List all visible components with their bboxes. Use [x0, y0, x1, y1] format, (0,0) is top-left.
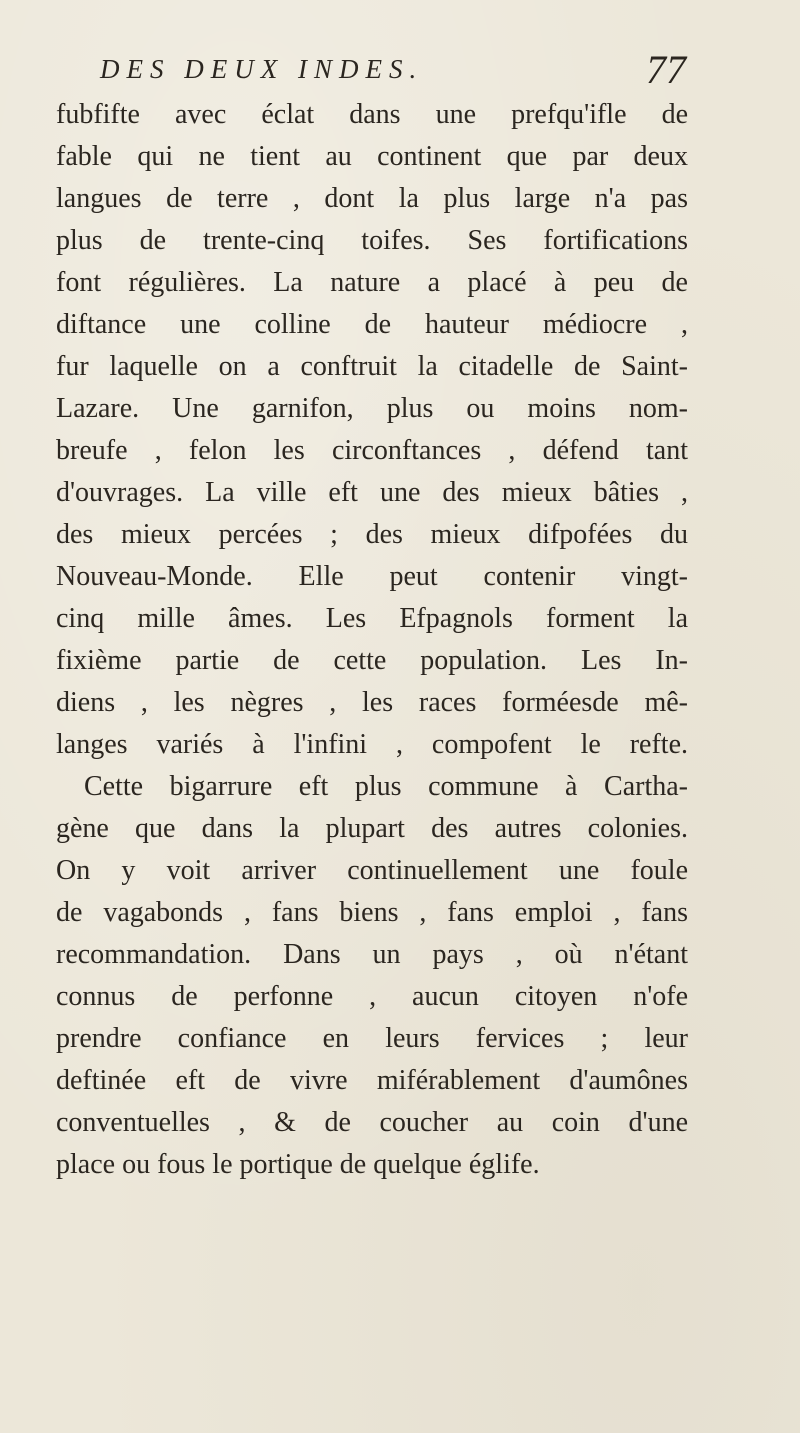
- text-line: breufe , felon les circonftances , défend tant: [56, 435, 688, 466]
- body-text: [56, 94, 688, 1186]
- text-line: d'ouvrages. La ville eft une des mieux bâties ,: [56, 477, 688, 508]
- text-line: conventuelles , & de coucher au coin d'une: [56, 1107, 688, 1138]
- running-title: DES DEUX INDES.: [100, 54, 424, 84]
- text-line: Lazare. Une garnifon, plus ou moins nom-: [56, 393, 688, 424]
- text-line: langues de terre , dont la plus large n'a pas: [56, 183, 688, 214]
- text-line: fable qui ne tient au continent que par deux: [56, 141, 688, 172]
- text-line: des mieux percées ; des mieux difpofées du: [56, 519, 688, 550]
- running-head: [100, 46, 690, 96]
- text-line: fubfifte avec éclat dans une prefqu'ifle de: [56, 99, 688, 130]
- text-line: recommandation. Dans un pays , où n'étant: [56, 939, 688, 970]
- text-line: Cette bigarrure eft plus commune à Cartha-: [84, 771, 688, 802]
- text-line: fixième partie de cette population. Les In-: [56, 645, 688, 676]
- text-line: diens , les nègres , les races forméesde mê-: [56, 687, 688, 718]
- text-line: place ou fous le portique de quelque églife.: [56, 1149, 540, 1180]
- text-line: prendre confiance en leurs fervices ; leur: [56, 1023, 688, 1054]
- text-line: On y voit arriver continuellement une foule: [56, 855, 688, 886]
- text-line: de vagabonds , fans biens , fans emploi , fans: [56, 897, 688, 928]
- text-line: diftance une colline de hauteur médiocre ,: [56, 309, 688, 340]
- text-line: plus de trente-cinq toifes. Ses fortifications: [56, 225, 688, 256]
- text-line: deftinée eft de vivre miférablement d'aumônes: [56, 1065, 688, 1096]
- text-line: Nouveau-Monde. Elle peut contenir vingt-: [56, 561, 688, 592]
- text-line: gène que dans la plupart des autres colonies.: [56, 813, 688, 844]
- text-line: fur laquelle on a conftruit la citadelle de Saint-: [56, 351, 688, 382]
- text-line: langes variés à l'infini , compofent le refte.: [56, 729, 688, 760]
- page-number: 77: [646, 47, 686, 92]
- text-line: font régulières. La nature a placé à peu de: [56, 267, 688, 298]
- text-line: cinq mille âmes. Les Efpagnols forment la: [56, 603, 688, 634]
- text-line: connus de perfonne , aucun citoyen n'ofe: [56, 981, 688, 1012]
